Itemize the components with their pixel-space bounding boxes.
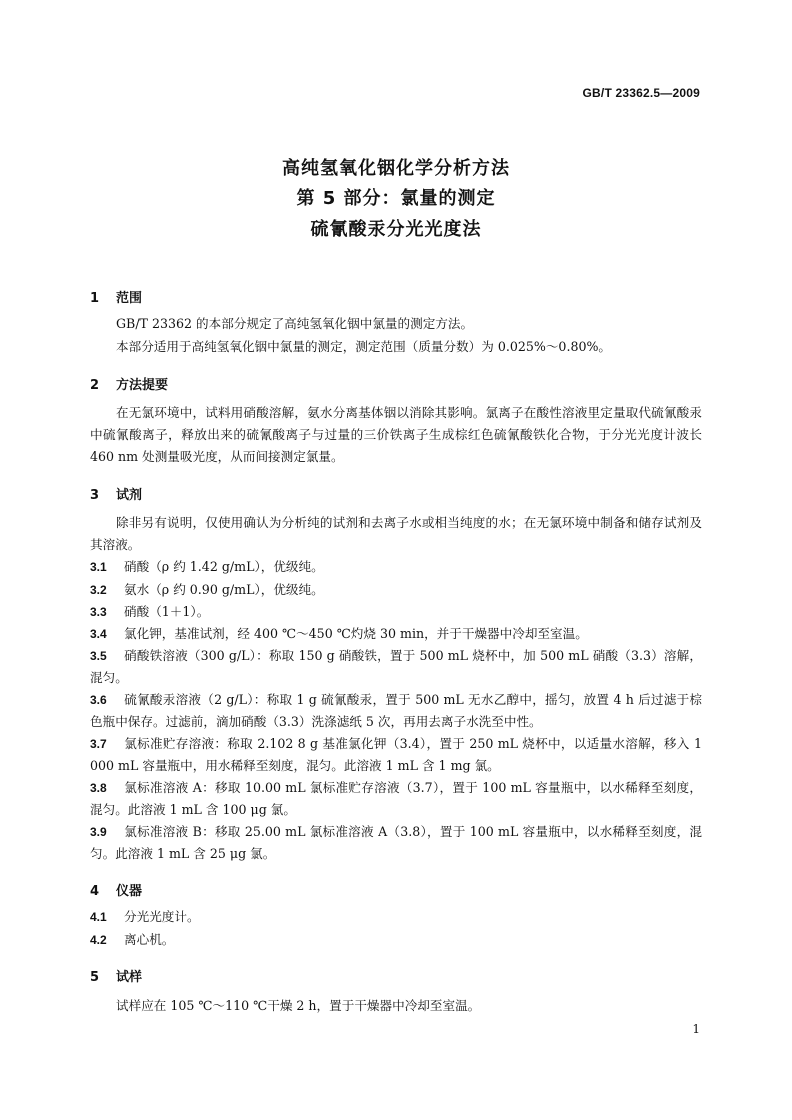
item-number: 3.8: [90, 781, 107, 795]
section-title: 试剂: [116, 488, 143, 503]
item-text: 硫氰酸汞溶液（2 g/L）：称取 1 g 硫氰酸汞，置于 500 mL 无水乙醇中，摇匀，放置 4 h 后过滤于棕色瓶中保存。过滤前，滴加硝酸（3.3）洗涤滤纸 5 次，再用去离子水洗至中性。: [90, 692, 702, 729]
list-item: [90, 645, 702, 689]
paragraph: GB/T 23362 的本部分规定了高纯氢氧化铟中氯量的测定方法。: [116, 316, 474, 331]
item-number: 3.6: [90, 693, 107, 707]
paragraph: 试样应在 105 ℃～110 ℃干燥 2 h，置于干燥器中冷却至室温。: [116, 998, 481, 1013]
section-heading-scope: [90, 287, 142, 306]
item-text: 氯标准溶液 A：移取 10.00 mL 氯标准贮存溶液（3.7），置于 100 mL 容量瓶中，以水稀释至刻度，混匀。此溶液 1 mL 含 100 μg 氯。: [90, 780, 702, 817]
section-number: 3: [90, 488, 100, 503]
item-number: 3.7: [90, 737, 107, 751]
item-number: 3.1: [90, 560, 107, 574]
section-title: 试样: [116, 970, 143, 985]
section-title: 方法提要: [116, 378, 169, 393]
item-text: 氯标准溶液 B：移取 25.00 mL 氯标准溶液 A（3.8），置于 100 mL 容量瓶中，以水稀释至刻度，混匀。此溶液 1 mL 含 25 μg 氯。: [90, 824, 702, 861]
document-subtitle-method: 硫氰酸汞分光光度法: [310, 219, 482, 240]
item-number: 3.2: [90, 583, 107, 597]
list-item: [90, 579, 702, 601]
section-number: 4: [90, 884, 100, 899]
item-number: 4.1: [90, 910, 107, 924]
section-number: 2: [90, 378, 100, 393]
section-title: 仪器: [116, 884, 143, 899]
paragraph: 在无氯环境中，试料用硝酸溶解，氨水分离基体铟以消除其影响。氯离子在酸性溶液里定量取代硫氰酸汞中硫氰酸离子，释放出来的硫氰酸离子与过量的三价铁离子生成棕红色硫氰酸铁化合物，于分光光度计波长 460 nm 处测量吸光度，从而间接测定氯量。: [90, 405, 702, 464]
item-text: 硝酸（1＋1）。: [124, 604, 210, 619]
item-number: 3.5: [90, 649, 107, 663]
paragraph: 除非另有说明，仅使用确认为分析纯的试剂和去离子水或相当纯度的水；在无氯环境中制备和储存试剂及其溶液。: [90, 515, 702, 552]
section-heading-principle: [90, 374, 168, 393]
list-item: [90, 556, 702, 578]
section-title: 范围: [116, 291, 143, 306]
list-item: [90, 689, 702, 733]
item-text: 分光光度计。: [124, 909, 200, 924]
list-item: [90, 601, 702, 623]
item-text: 离心机。: [124, 932, 175, 947]
item-number: 3.3: [90, 605, 107, 619]
page-number: 1: [692, 1022, 700, 1036]
standard-number: GB/T 23362.5—2009: [582, 86, 700, 100]
section-number: 5: [90, 970, 100, 985]
section-heading-reagents: [90, 484, 142, 503]
list-item: [90, 777, 702, 821]
item-text: 硝酸铁溶液（300 g/L）：称取 150 g 硝酸铁，置于 500 mL 烧杯中，加 500 mL 硝酸（3.3）溶解，混匀。: [90, 648, 702, 685]
document-subtitle-part: 第 5 部分：氯量的测定: [296, 188, 496, 209]
item-text: 氨水（ρ 约 0.90 g/mL），优级纯。: [124, 582, 324, 597]
section-heading-apparatus: [90, 880, 142, 899]
list-item: [90, 821, 702, 865]
section-heading-sample: [90, 966, 142, 985]
list-item: [90, 623, 702, 645]
item-number: 3.4: [90, 627, 107, 641]
list-item: [90, 906, 702, 928]
item-number: 3.9: [90, 825, 107, 839]
item-number: 4.2: [90, 933, 107, 947]
section-number: 1: [90, 291, 100, 306]
list-item: [90, 929, 702, 951]
list-item: [90, 733, 702, 777]
item-text: 氯化钾，基准试剂，经 400 ℃～450 ℃灼烧 30 min，并于干燥器中冷却至室温。: [124, 626, 588, 641]
paragraph: 本部分适用于高纯氢氧化铟中氯量的测定，测定范围（质量分数）为 0.025%～0.80%。: [116, 339, 612, 354]
item-text: 硝酸（ρ 约 1.42 g/mL），优级纯。: [124, 559, 324, 574]
item-text: 氯标准贮存溶液：称取 2.102 8 g 基准氯化钾（3.4），置于 250 mL 烧杯中，以适量水溶解，移入 1 000 mL 容量瓶中，用水稀释至刻度，混匀。此溶液 1 mL 含 1 mg 氯。: [90, 736, 702, 773]
document-title: 高纯氢氧化铟化学分析方法: [282, 158, 510, 179]
